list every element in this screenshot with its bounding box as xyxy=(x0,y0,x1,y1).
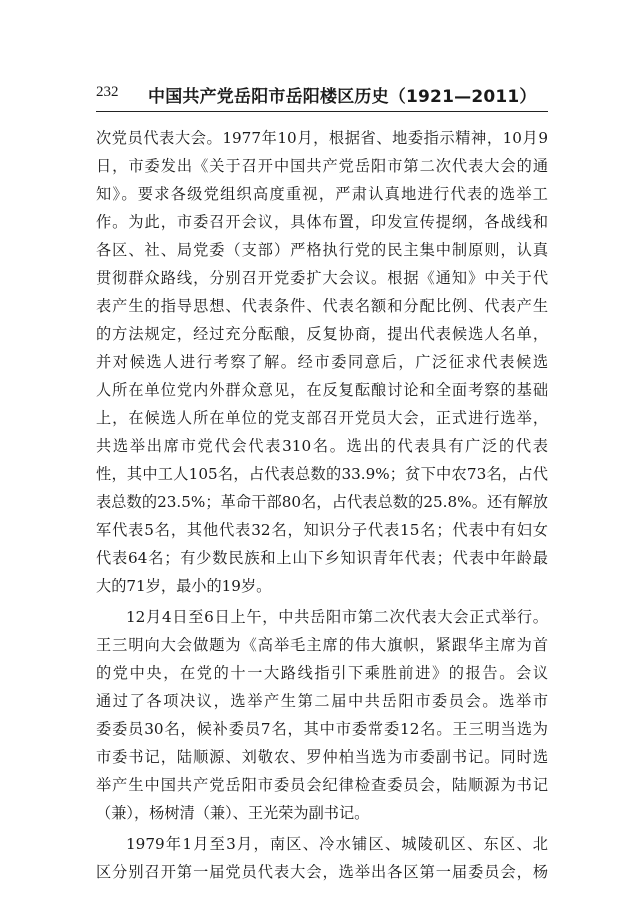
text-line: 大的71岁，最小的19岁。 xyxy=(96,577,272,595)
text-line: 代表64名；有少数民族和上山下乡知识青年代表；代表中年龄最 xyxy=(96,549,548,567)
text-line: （兼），杨树清（兼）、王光荣为副书记。 xyxy=(96,804,370,822)
text-line: 军代表5名，其他代表32名，知识分子代表15名；代表中有妇女 xyxy=(96,521,548,539)
running-title: 中国共产党岳阳市岳阳楼区历史（1921—2011） xyxy=(148,87,537,107)
text-line: 12月4日至6日上午，中共岳阳市第二次代表大会正式举行。 xyxy=(126,608,548,626)
text-line: 1979年1月至3月，南区、冷水铺区、城陵矶区、东区、北 xyxy=(126,835,548,853)
running-header xyxy=(96,82,548,110)
text-line: 作。为此，市委召开会议，具体布置，印发宣传提纲，各战线和 xyxy=(96,213,548,231)
header-rule xyxy=(96,111,548,112)
text-line: 日，市委发出《关于召开中国共产党岳阳市第二次代表大会的通 xyxy=(96,157,548,175)
text-line: 的党中央，在党的十一大路线指引下乘胜前进》的报告。会议 xyxy=(96,664,548,682)
text-line: 各区、社、局党委（支部）严格执行党的民主集中制原则，认真 xyxy=(96,241,548,259)
text-line: 共选举出席市党代会代表310名。选出的代表具有广泛的代表 xyxy=(96,437,548,455)
text-line: 知》。要求各级党组织高度重视，严肃认真地进行代表的选举工 xyxy=(96,185,548,203)
page-number: 232 xyxy=(96,84,119,100)
text-line: 并对候选人进行考察了解。经市委同意后，广泛征求代表候选 xyxy=(96,353,548,371)
text-line: 举产生中国共产党岳阳市委员会纪律检查委员会，陆顺源为书记 xyxy=(96,776,548,794)
text-line: 委委员30名，候补委员7名，其中市委常委12名。王三明当选为 xyxy=(96,720,548,738)
text-line: 表产生的指导思想、代表条件、代表名额和分配比例、代表产生 xyxy=(96,297,548,315)
text-line: 的方法规定，经过充分酝酿，反复协商，提出代表候选人名单， xyxy=(96,325,548,343)
text-line: 王三明向大会做题为《高举毛主席的伟大旗帜，紧跟华主席为首 xyxy=(96,636,548,654)
text-line: 人所在单位党内外群众意见，在反复酝酿讨论和全面考察的基础 xyxy=(96,381,548,399)
text-line: 区分别召开第一届党员代表大会，选举出各区第一届委员会，杨 xyxy=(96,863,548,881)
text-line: 次党员代表大会。1977年10月，根据省、地委指示精神，10月9 xyxy=(96,129,548,147)
text-line: 表总数的23.5%；革命干部80名，占代表总数的25.8%。还有解放 xyxy=(96,493,548,511)
text-line: 通过了各项决议，选举产生第二届中共岳阳市委员会。选举市 xyxy=(96,692,548,710)
text-line: 性，其中工人105名，占代表总数的33.9%；贫下中农73名，占代 xyxy=(96,465,548,483)
text-line: 贯彻群众路线，分别召开党委扩大会议。根据《通知》中关于代 xyxy=(96,269,548,287)
text-line: 市委书记，陆顺源、刘敬农、罗仲柏当选为市委副书记。同时选 xyxy=(96,748,548,766)
text-line: 上，在候选人所在单位的党支部召开党员大会，正式进行选举， xyxy=(96,409,548,427)
